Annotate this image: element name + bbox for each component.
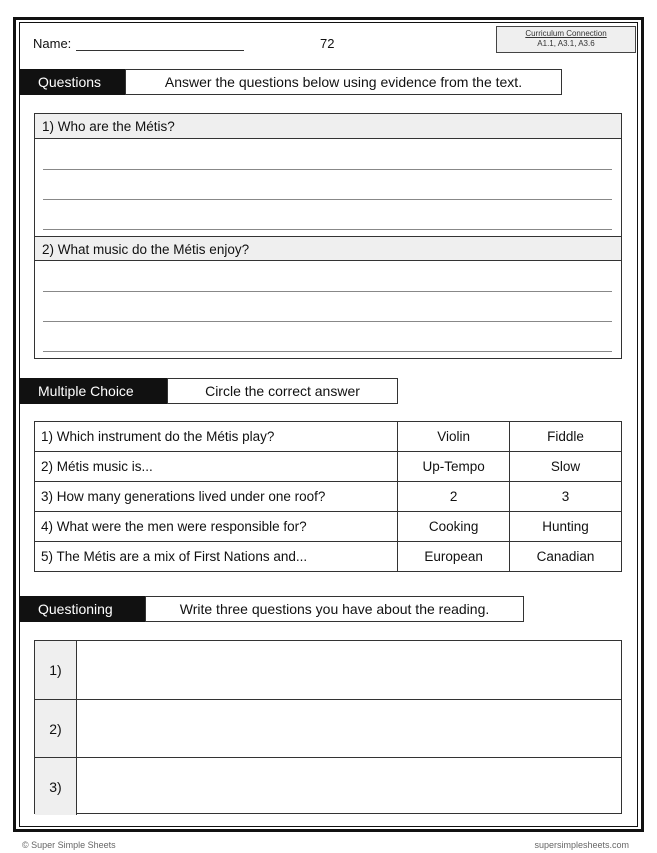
- mc-question: 1) Which instrument do the Métis play?: [35, 422, 398, 452]
- row-number: 3): [35, 758, 77, 815]
- table-row: [35, 482, 622, 512]
- mc-option-a[interactable]: European: [398, 542, 510, 572]
- row-number: 2): [35, 700, 77, 757]
- table-row: [35, 512, 622, 542]
- questions-box: [34, 113, 622, 359]
- questioning-row[interactable]: [35, 699, 621, 757]
- answer-line[interactable]: [43, 321, 612, 322]
- footer-website: supersimplesheets.com: [534, 840, 629, 850]
- question-1-heading: 1) Who are the Métis?: [35, 114, 621, 139]
- table-row: [35, 452, 622, 482]
- questions-section-instruction: Answer the questions below using evidence from the text.: [125, 69, 562, 95]
- answer-line[interactable]: [43, 291, 612, 292]
- mc-option-b[interactable]: 3: [510, 482, 622, 512]
- answer-line[interactable]: [43, 351, 612, 352]
- curriculum-title: Curriculum Connection: [525, 29, 607, 38]
- questioning-section-instruction: Write three questions you have about the reading.: [145, 596, 524, 622]
- mc-option-b[interactable]: Slow: [510, 452, 622, 482]
- name-label: Name:: [33, 36, 72, 51]
- multiple-choice-section-label: Multiple Choice: [20, 378, 168, 404]
- mc-option-b[interactable]: Canadian: [510, 542, 622, 572]
- mc-option-a[interactable]: Violin: [398, 422, 510, 452]
- name-field[interactable]: [76, 50, 244, 51]
- curriculum-connection-box: [496, 26, 636, 53]
- multiple-choice-section-instruction: Circle the correct answer: [167, 378, 398, 404]
- questioning-row[interactable]: [35, 641, 621, 699]
- answer-line[interactable]: [43, 199, 612, 200]
- table-row: [35, 422, 622, 452]
- multiple-choice-table: [34, 421, 622, 572]
- answer-line[interactable]: [43, 169, 612, 170]
- mc-question: 5) The Métis are a mix of First Nations and...: [35, 542, 398, 572]
- mc-option-a[interactable]: Up-Tempo: [398, 452, 510, 482]
- question-2-heading: 2) What music do the Métis enjoy?: [35, 236, 621, 261]
- row-number: 1): [35, 641, 77, 699]
- mc-question: 4) What were the men were responsible for?: [35, 512, 398, 542]
- questioning-section-label: Questioning: [20, 596, 146, 622]
- page-number: 72: [320, 36, 335, 51]
- mc-question: 2) Métis music is...: [35, 452, 398, 482]
- questioning-box: [34, 640, 622, 814]
- questions-section-label: Questions: [20, 69, 126, 95]
- mc-question: 3) How many generations lived under one roof?: [35, 482, 398, 512]
- questioning-row[interactable]: [35, 757, 621, 815]
- mc-option-b[interactable]: Hunting: [510, 512, 622, 542]
- mc-option-a[interactable]: Cooking: [398, 512, 510, 542]
- footer-copyright: © Super Simple Sheets: [22, 840, 116, 850]
- mc-option-b[interactable]: Fiddle: [510, 422, 622, 452]
- answer-line[interactable]: [43, 229, 612, 230]
- mc-option-a[interactable]: 2: [398, 482, 510, 512]
- curriculum-codes: A1.1, A3.1, A3.6: [537, 39, 595, 48]
- table-row: [35, 542, 622, 572]
